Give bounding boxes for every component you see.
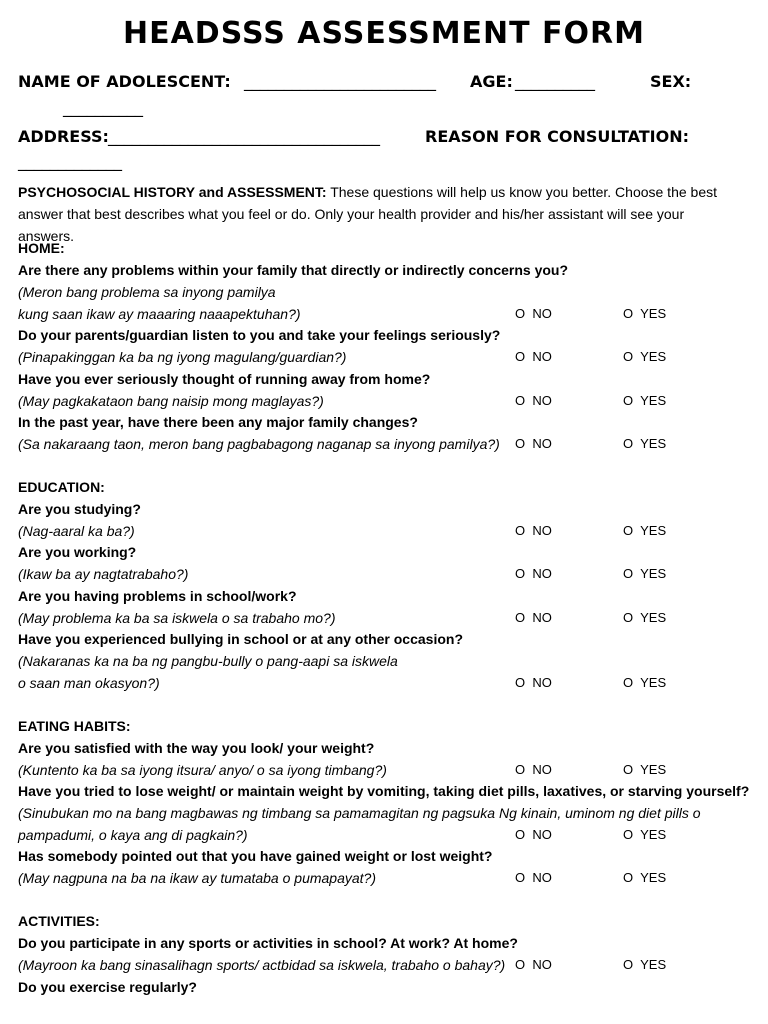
age-label: AGE:: [470, 72, 513, 91]
radio-no-education-4[interactable]: O NO: [515, 675, 552, 690]
intro-heading: PSYCHOSOCIAL HISTORY and ASSESSMENT:: [18, 184, 327, 200]
radio-no-eating-3[interactable]: O NO: [515, 870, 552, 885]
question-eating-3: Has somebody pointed out that you have gained weight or lost weight?: [18, 848, 493, 864]
radio-yes-home-2[interactable]: O YES: [623, 349, 667, 364]
address-field[interactable]: __________________________________: [108, 127, 380, 146]
translation-eating-2b: pampadumi, o kaya ang di pagkain?): [18, 827, 248, 843]
name-field[interactable]: ________________________: [244, 72, 436, 91]
question-home-1: Are there any problems within your family that directly or indirectly concerns you?: [18, 262, 569, 278]
radio-yes-home-4[interactable]: O YES: [623, 436, 667, 451]
translation-home-2: (Pinapakinggan ka ba ng iyong magulang/guardian?): [18, 349, 347, 365]
intro-paragraph: [18, 181, 738, 247]
translation-education-2: (Ikaw ba ay nagtatrabaho?): [18, 566, 189, 582]
translation-home-3: (May pagkakataon bang naisip mong maglayas?): [18, 393, 324, 409]
radio-no-eating-1[interactable]: O NO: [515, 762, 552, 777]
translation-education-4b: o saan man okasyon?): [18, 675, 160, 691]
radio-no-activities-1[interactable]: O NO: [515, 957, 552, 972]
radio-yes-eating-2[interactable]: O YES: [623, 827, 667, 842]
address-label: ADDRESS:: [18, 127, 109, 146]
intro-text: These questions will help us know you better. Choose the best answer that best describes what you feel or do. Only your health provider and his/her assistant will see your answers.: [18, 184, 717, 244]
section-activities: ACTIVITIES:: [18, 913, 100, 929]
translation-education-4a: (Nakaranas ka na ba ng pangbu-bully o pang-aapi sa iskwela: [18, 653, 398, 669]
section-home: HOME:: [18, 240, 65, 256]
question-eating-2: Have you tried to lose weight/ or maintain weight by vomiting, taking diet pills, laxatives, or starving yourself?: [18, 783, 750, 799]
radio-yes-activities-1[interactable]: O YES: [623, 957, 667, 972]
radio-no-education-2[interactable]: O NO: [515, 566, 552, 581]
question-home-3: Have you ever seriously thought of running away from home?: [18, 371, 431, 387]
translation-eating-1: (Kuntento ka ba sa iyong itsura/ anyo/ o sa iyong timbang?): [18, 762, 387, 778]
sex-field[interactable]: __________: [63, 98, 143, 117]
radio-yes-home-1[interactable]: O YES: [623, 306, 667, 321]
radio-yes-education-2[interactable]: O YES: [623, 566, 667, 581]
radio-no-education-1[interactable]: O NO: [515, 523, 552, 538]
question-eating-1: Are you satisfied with the way you look/ your weight?: [18, 740, 375, 756]
name-label: NAME OF ADOLESCENT:: [18, 72, 231, 91]
reason-label: REASON FOR CONSULTATION:: [425, 127, 690, 146]
age-field[interactable]: __________: [515, 72, 595, 91]
radio-yes-eating-1[interactable]: O YES: [623, 762, 667, 777]
section-eating-habits: EATING HABITS:: [18, 718, 131, 734]
question-education-2: Are you working?: [18, 544, 137, 560]
question-education-3: Are you having problems in school/work?: [18, 588, 297, 604]
radio-no-home-2[interactable]: O NO: [515, 349, 552, 364]
question-home-2: Do your parents/guardian listen to you and take your feelings seriously?: [18, 327, 501, 343]
question-activities-1: Do you participate in any sports or activities in school? At work? At home?: [18, 935, 518, 951]
radio-no-home-1[interactable]: O NO: [515, 306, 552, 321]
question-activities-2: Do you exercise regularly?: [18, 979, 197, 995]
question-education-4: Have you experienced bullying in school or at any other occasion?: [18, 631, 463, 647]
translation-activities-1: (Mayroon ka bang sinasalihagn sports/ actbidad sa iskwela, trabaho o bahay?): [18, 957, 506, 973]
translation-home-1b: kung saan ikaw ay maaaring naaapektuhan?): [18, 306, 301, 322]
translation-eating-2a: (Sinubukan mo na bang magbawas ng timbang sa pamamagitan ng pagsuka Ng kinain, uminom ng diet pills o: [18, 805, 701, 821]
section-education: EDUCATION:: [18, 479, 105, 495]
radio-yes-education-1[interactable]: O YES: [623, 523, 667, 538]
translation-eating-3: (May nagpuna na ba na ikaw ay tumataba o pumapayat?): [18, 870, 377, 886]
translation-home-1a: (Meron bang problema sa inyong pamilya: [18, 284, 276, 300]
radio-no-home-3[interactable]: O NO: [515, 393, 552, 408]
radio-yes-eating-3[interactable]: O YES: [623, 870, 667, 885]
radio-no-eating-2[interactable]: O NO: [515, 827, 552, 842]
radio-yes-education-3[interactable]: O YES: [623, 610, 667, 625]
question-education-1: Are you studying?: [18, 501, 141, 517]
radio-no-education-3[interactable]: O NO: [515, 610, 552, 625]
translation-education-3: (May problema ka ba sa iskwela o sa trabaho mo?): [18, 610, 336, 626]
translation-education-1: (Nag-aaral ka ba?): [18, 523, 135, 539]
question-home-4: In the past year, have there been any major family changes?: [18, 414, 418, 430]
form-title: HEADSSS ASSESSMENT FORM: [122, 16, 646, 51]
translation-home-4: (Sa nakaraang taon, meron bang pagbabagong naganap sa inyong pamilya?): [18, 436, 500, 452]
sex-label: SEX:: [650, 72, 692, 91]
radio-no-home-4[interactable]: O NO: [515, 436, 552, 451]
reason-field[interactable]: _____________: [18, 152, 122, 171]
radio-yes-education-4[interactable]: O YES: [623, 675, 667, 690]
radio-yes-home-3[interactable]: O YES: [623, 393, 667, 408]
